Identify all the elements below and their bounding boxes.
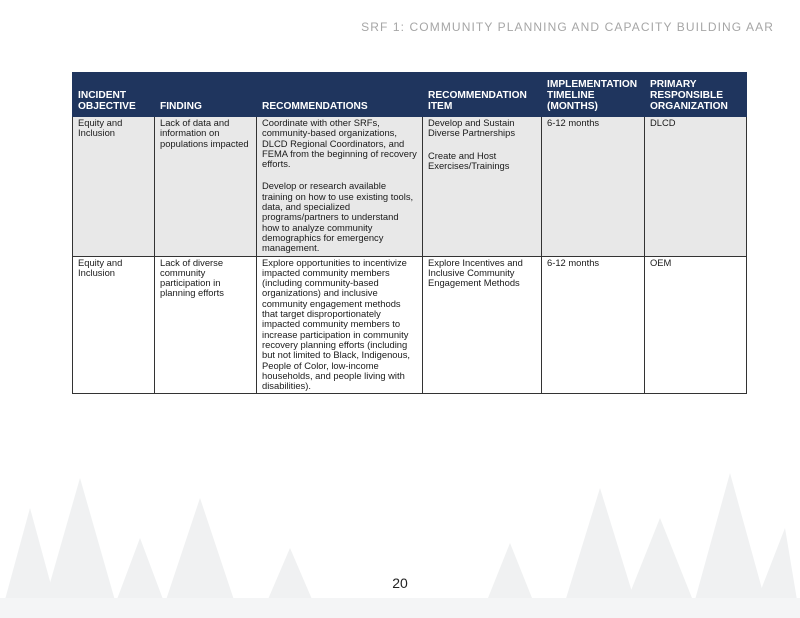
cell-finding: Lack of data and information on populations impacted (155, 117, 257, 257)
column-header-timeline: IMPLEMENTATION TIMELINE (MONTHS) (542, 73, 645, 117)
forest-watermark (0, 448, 800, 618)
cell-timeline: 6-12 months (542, 256, 645, 394)
cell-recommendations (257, 117, 423, 257)
recommendation-paragraph: Develop or research available training on how to use existing tools, data, and specialized programs/partners to understand how to analyze community demographics for emergency management. (262, 180, 414, 254)
column-header-recommendations: RECOMMENDATIONS (257, 73, 423, 117)
table-header-row (73, 73, 747, 117)
table-row (73, 256, 747, 394)
cell-finding: Lack of diverse community participation in planning efforts (155, 256, 257, 394)
recommendation-paragraph: Explore opportunities to incentivize impacted community members (including community-based organizations) and inclusive community engagement methods that target disproportionately impacted community members to increase participation in community recovery planning efforts (including but not limited to Black, Indigenous, People of Color, low-income households, and people living with disabilities). (262, 256, 411, 392)
recommendation-paragraph: Coordinate with other SRFs, community-based organizations, DLCD Regional Coordinators, and FEMA from the beginning of recovery efforts. (262, 117, 417, 170)
cell-timeline: 6-12 months (542, 117, 645, 257)
table-row (73, 117, 747, 257)
recommendation-item-text: Create and Host Exercises/Trainings (428, 149, 510, 171)
column-header-finding: FINDING (155, 73, 257, 117)
recommendation-item-text: Develop and Sustain Diverse Partnerships (428, 117, 516, 139)
column-header-recommendation-item: RECOMMENDATION ITEM (423, 73, 542, 117)
document-header-title: SRF 1: COMMUNITY PLANNING AND CAPACITY BUILDING AAR (361, 20, 774, 34)
cell-objective: Equity and Inclusion (73, 117, 155, 257)
cell-organization: DLCD (645, 117, 747, 257)
recommendations-table (72, 72, 747, 394)
cell-organization: OEM (645, 256, 747, 394)
cell-recommendation-item (423, 117, 542, 257)
column-header-organization: PRIMARY RESPONSIBLE ORGANIZATION (645, 73, 747, 117)
cell-recommendations (257, 256, 423, 394)
column-header-objective: INCIDENT OBJECTIVE (73, 73, 155, 117)
page-number: 20 (392, 575, 408, 591)
recommendation-item-text: Explore Incentives and Inclusive Community Engagement Methods (428, 256, 523, 289)
cell-recommendation-item (423, 256, 542, 394)
cell-objective: Equity and Inclusion (73, 256, 155, 394)
